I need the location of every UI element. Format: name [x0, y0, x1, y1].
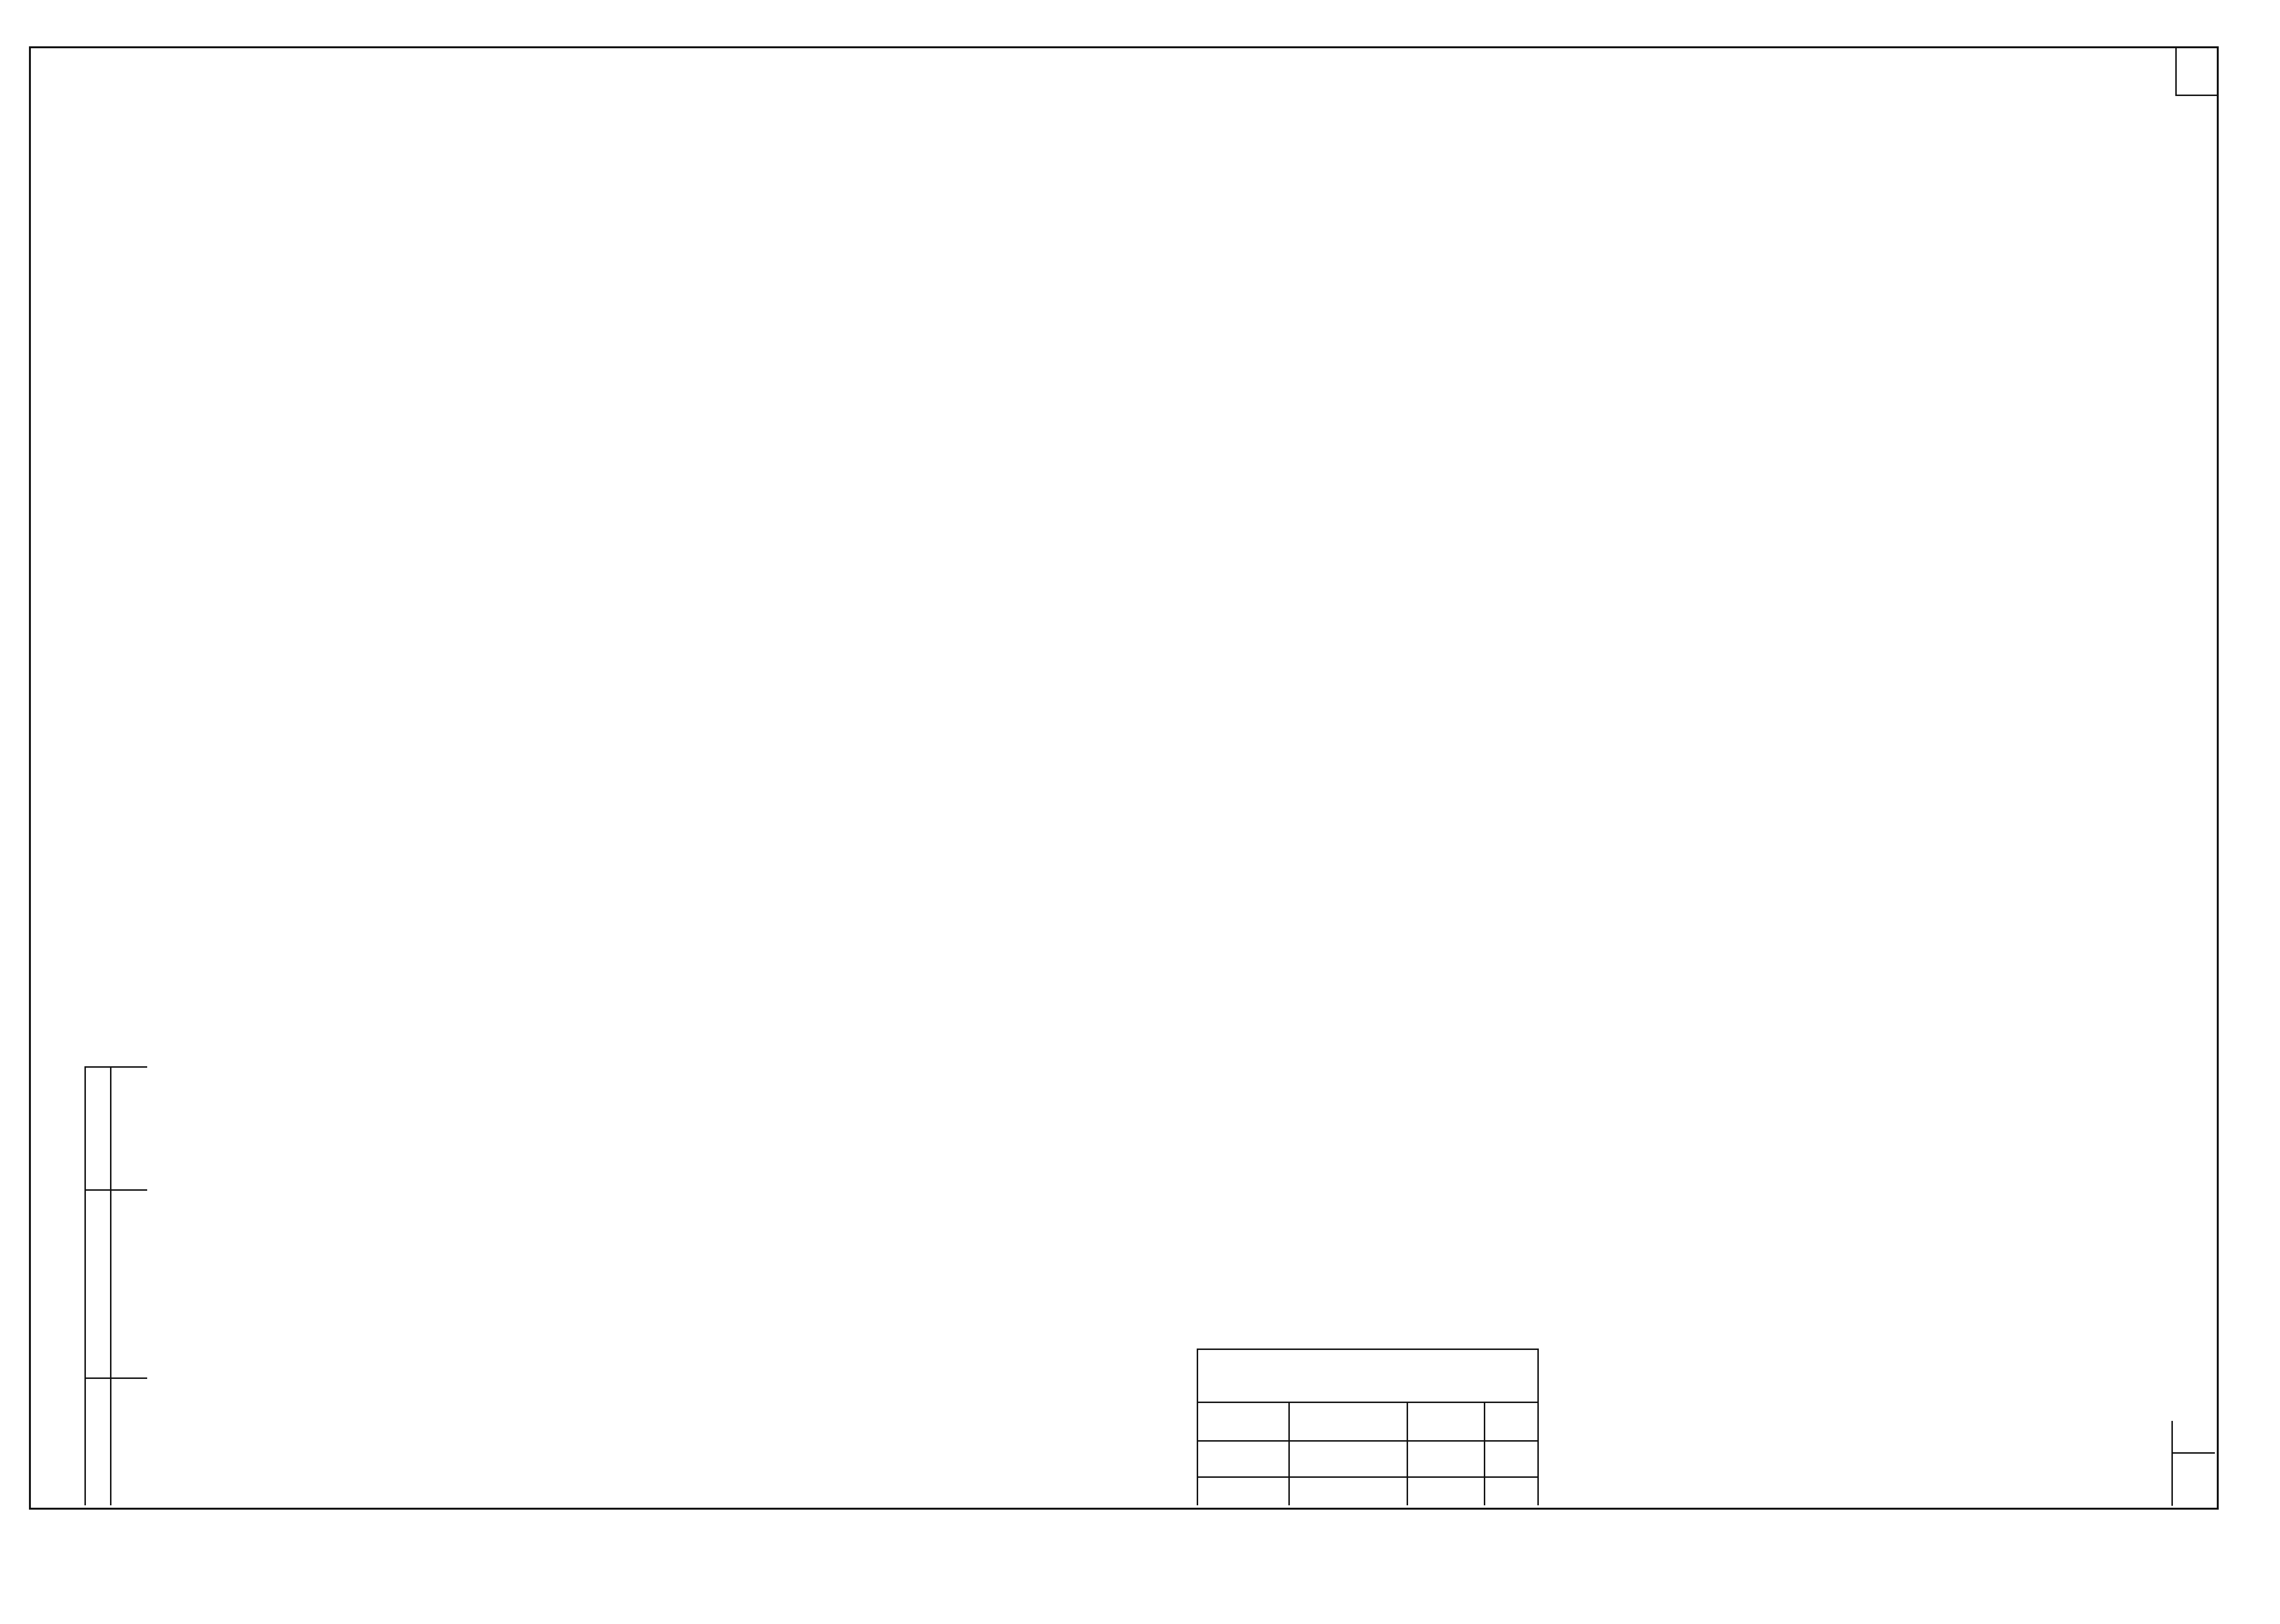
sheet-box-left — [2175, 46, 2177, 95]
stamp-strip-mid — [110, 1066, 111, 1505]
stamp-privyazan-top — [1197, 1349, 1537, 1350]
stamp-grid-h2 — [1197, 1440, 1537, 1442]
sheet-box-bottom — [2175, 95, 2217, 96]
stamp-privyazan-left — [1197, 1349, 1198, 1505]
stamp-strip-left — [84, 1066, 86, 1505]
stamp-strip-top — [84, 1066, 147, 1068]
stamp-strip-div1 — [84, 1189, 147, 1191]
sheet-cell-left — [2171, 1421, 2173, 1506]
stamp-grid-v2 — [1407, 1402, 1408, 1505]
sheet-cell-divider — [2171, 1452, 2215, 1454]
stamp-grid-v1 — [1288, 1402, 1290, 1505]
stamp-privyazan-right — [1537, 1349, 1539, 1505]
stamp-grid-h3 — [1197, 1476, 1537, 1478]
stamp-grid-v3 — [1484, 1402, 1485, 1505]
drawing-frame — [29, 46, 2219, 1510]
stamp-grid-h1 — [1197, 1402, 1537, 1403]
stamp-strip-div2 — [84, 1377, 147, 1379]
